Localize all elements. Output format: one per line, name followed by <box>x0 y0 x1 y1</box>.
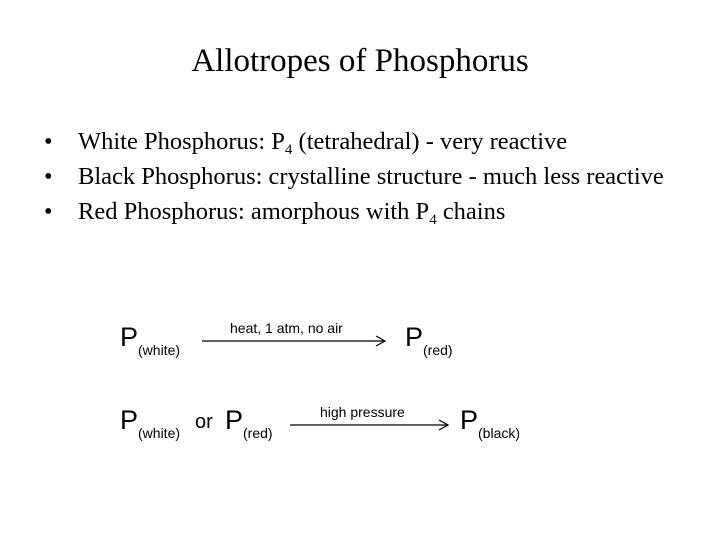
bullet-item-red-phosphorus <box>44 194 674 229</box>
bullet-marker: • <box>44 128 53 155</box>
reaction-arrow-icon <box>202 335 392 347</box>
subscript: 4 <box>284 142 293 158</box>
bullet-marker: • <box>44 198 53 225</box>
element-symbol: P <box>405 322 424 352</box>
reaction-condition: high pressure <box>320 404 405 420</box>
element-symbol: P <box>225 405 244 435</box>
bullet-list <box>44 124 674 229</box>
reactant-red-phosphorus <box>225 405 273 441</box>
state-label: (black) <box>478 425 521 441</box>
reactant-white-phosphorus <box>120 405 181 441</box>
or-connector: or <box>195 411 213 433</box>
bullet-text: Black Phosphorus: crystalline structure - much less reactive <box>78 163 664 190</box>
product-red-phosphorus <box>405 322 453 358</box>
state-label: (red) <box>243 425 273 441</box>
bullet-marker: • <box>44 163 53 190</box>
bullet-item-black-phosphorus <box>44 159 674 194</box>
state-label: (red) <box>423 342 453 358</box>
slide-title: Allotropes of Phosphorus <box>191 43 529 79</box>
state-label: (white) <box>138 425 181 441</box>
element-symbol: P <box>460 405 479 435</box>
bullet-item-white-phosphorus <box>44 124 674 159</box>
state-label: (white) <box>138 342 181 358</box>
product-black-phosphorus <box>460 405 521 441</box>
element-symbol: P <box>120 405 139 435</box>
subscript: 4 <box>429 212 437 228</box>
bullet-text: Red Phosphorus: amorphous with P <box>78 198 430 225</box>
bullet-text-continued: chains <box>436 198 506 225</box>
element-symbol: P <box>120 322 139 352</box>
reactant-white-phosphorus <box>120 322 181 358</box>
bullet-text-continued: (tetrahedral) - very reactive <box>292 128 568 155</box>
reaction-condition: heat, 1 atm, no air <box>230 320 343 336</box>
bullet-text: White Phosphorus: P <box>78 128 285 155</box>
reaction-arrow-icon <box>290 419 455 431</box>
